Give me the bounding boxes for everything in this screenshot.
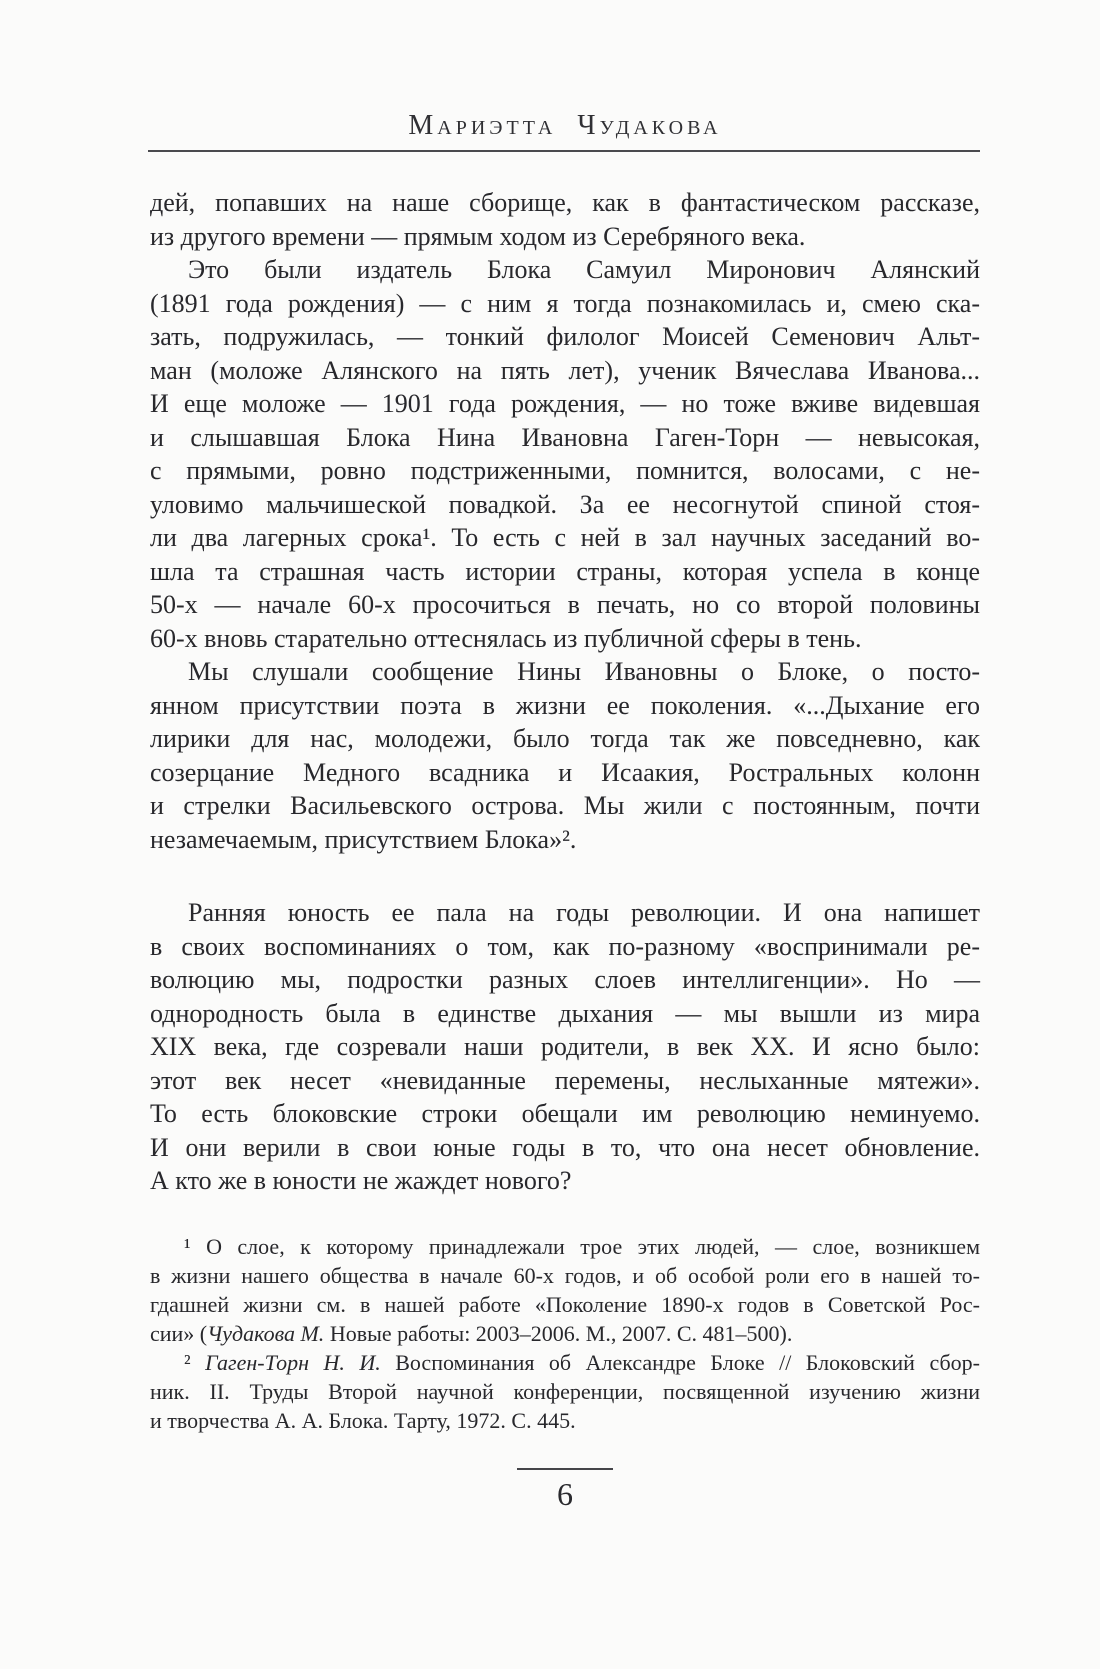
body-text <box>150 186 980 1198</box>
running-head: Мариэтта Чудакова <box>408 110 722 141</box>
text-segment: ¹ О слое, к которому принадлежали трое этих людей, — слое, возникшем <box>184 1234 980 1259</box>
text-segment: и слышавшая Блока Нина Ивановна Гаген-Торн — невысокая, <box>150 422 980 452</box>
text-segment: (1891 года рождения) — с ним я тогда познакомилась и, смею ска- <box>150 288 980 318</box>
text-segment: лирики для нас, молодежи, было тогда так же повседневно, как <box>150 724 980 753</box>
footer-rule <box>517 1468 613 1470</box>
text-segment: Воспоминания об Александре Блоке // Блоковский сбор- <box>380 1350 980 1375</box>
body-line <box>150 488 980 522</box>
footnote-line <box>150 1290 980 1319</box>
body-line <box>150 320 980 354</box>
text-segment: и творчества А. А. Блока. Тарту, 1972. С. 445. <box>150 1408 576 1433</box>
text-segment: янном присутствии поэта в жизни ее поколения. «...Дыхание его <box>150 690 980 720</box>
body-line <box>150 997 980 1031</box>
text-segment: XIX века, где созревали наши родители, в век XX. И ясно было: <box>150 1032 980 1061</box>
body-line <box>150 963 980 997</box>
paragraph <box>150 655 980 856</box>
text-segment: ник. II. Труды Второй научной конференции, посвященной изучению жизни <box>150 1379 980 1404</box>
text-segment: незамечаемым, присутствием Блока»². <box>150 824 577 854</box>
body-line <box>150 454 980 488</box>
text-segment: волюцию мы, подростки разных слоев интеллигенции». Но — <box>150 965 980 994</box>
footer-rule-wrap <box>150 1468 980 1470</box>
text-segment: Ранняя юность ее пала на годы революции. И она напишет <box>188 898 980 927</box>
body-line <box>150 622 980 656</box>
footnote <box>150 1348 980 1435</box>
text-segment: То есть блоковские строки обещали им революцию неминуемо. <box>150 1099 980 1128</box>
footnote <box>150 1232 980 1348</box>
body-line <box>150 756 980 790</box>
body-line <box>150 588 980 622</box>
text-segment: из другого времени — прямым ходом из Серебряного века. <box>150 221 806 251</box>
body-line <box>150 1131 980 1165</box>
text-segment: и стрелки Васильевского острова. Мы жили с постоянным, почти <box>150 791 980 820</box>
footnote-line <box>150 1319 980 1348</box>
body-line <box>150 555 980 589</box>
text-segment: Новые работы: 2003–2006. М., 2007. С. 481–500). <box>324 1321 793 1346</box>
text-segment: шла та страшная часть истории страны, которая успела в конце <box>150 556 980 586</box>
body-line <box>150 354 980 388</box>
footnote-line <box>150 1261 980 1290</box>
body-line <box>150 387 980 421</box>
footnote-line <box>150 1377 980 1406</box>
body-line <box>150 1164 980 1198</box>
text-segment: гдашней жизни см. в нашей работе «Поколение 1890-х годов в Советской Рос- <box>150 1292 980 1317</box>
footnotes <box>150 1232 980 1435</box>
text-segment: И еще моложе — 1901 года рождения, — но тоже вживе видевшая <box>150 389 980 418</box>
text-segment: созерцание Медного всадника и Исаакия, Ростральных колонн <box>150 757 980 787</box>
page-number: 6 <box>557 1476 573 1512</box>
body-line <box>150 186 980 220</box>
paragraph <box>150 253 980 655</box>
body-line <box>150 1030 980 1064</box>
body-line <box>150 421 980 455</box>
body-line <box>150 655 980 689</box>
text-segment: И они верили в свои юные годы в то, что она несет обновление. <box>150 1132 980 1162</box>
footnote-line <box>150 1348 980 1377</box>
body-line <box>150 930 980 964</box>
text-segment: сии» ( <box>150 1321 208 1346</box>
text-segment: уловимо мальчишеской повадкой. За ее несогнутой спиной стоя- <box>150 489 980 519</box>
body-line <box>150 722 980 756</box>
text-segment: Мы слушали сообщение Нины Ивановны о Блоке, о посто- <box>188 657 980 686</box>
italic-citation: Гаген-Торн Н. И. <box>205 1350 381 1375</box>
body-line <box>150 1097 980 1131</box>
paragraph <box>150 186 980 253</box>
italic-citation: Чудакова М. <box>207 1321 325 1346</box>
text-segment: 60-х вновь старательно оттеснялась из публичной сферы в тень. <box>150 623 862 653</box>
text-segment: однородность была в единстве дыхания — мы вышли из мира <box>150 998 980 1028</box>
body-line <box>150 521 980 555</box>
body-line <box>150 287 980 321</box>
body-line <box>150 896 980 930</box>
text-segment: ман (моложе Алянского на пять лет), ученик Вячеслава Иванова... <box>150 355 980 385</box>
text-segment: с прямыми, ровно подстриженными, помнится, волосами, с не- <box>150 456 980 485</box>
text-segment: этот век несет «невиданные перемены, неслыханные мятежи». <box>150 1065 980 1095</box>
footnote-line <box>150 1232 980 1261</box>
footnote-line <box>150 1406 980 1435</box>
text-segment: ² <box>184 1350 206 1375</box>
text-segment: А кто же в юности не жаждет нового? <box>150 1166 572 1195</box>
body-line <box>150 1064 980 1098</box>
body-line <box>150 689 980 723</box>
text-segment: ли два лагерных срока¹. То есть с ней в зал научных заседаний во- <box>150 523 980 552</box>
head-rule <box>148 150 980 152</box>
paragraph <box>150 896 980 1198</box>
text-segment: дей, попавших на наше сборище, как в фантастическом рассказе, <box>150 188 980 217</box>
body-line <box>150 823 980 857</box>
text-segment: в своих воспоминаниях о том, как по-разному «воспринимали ре- <box>150 931 980 961</box>
body-line <box>150 789 980 823</box>
body-line <box>150 253 980 287</box>
text-segment: в жизни нашего общества в начале 60-х годов, и об особой роли его в нашей то- <box>150 1263 980 1288</box>
body-line <box>150 220 980 254</box>
text-segment: 50-х — начале 60-х просочиться в печать, но со второй половины <box>150 590 980 619</box>
text-segment: Это были издатель Блока Самуил Миронович Алянский <box>188 255 980 284</box>
text-segment: зать, подружилась, — тонкий филолог Моисей Семенович Альт- <box>150 322 980 351</box>
